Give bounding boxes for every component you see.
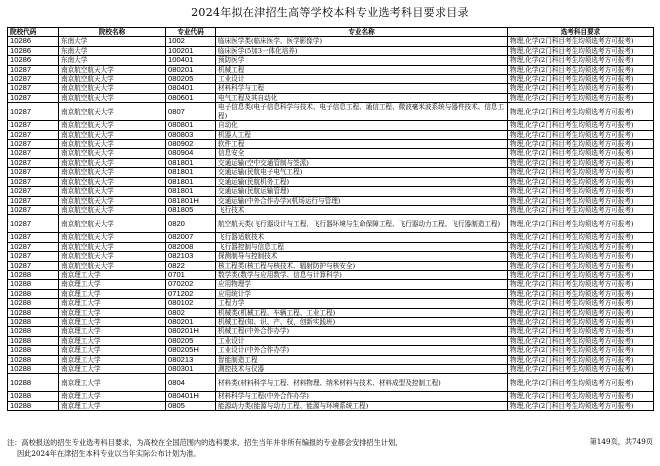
table-row (8, 65, 654, 74)
school-code-cell: 10287 (8, 252, 59, 261)
major-code-cell: 080201 (166, 65, 216, 74)
major-code-cell: 0802 (166, 308, 216, 317)
table-row (8, 374, 654, 392)
major-name-cell: 机械工程(知、识、产、权，创新实践班) (216, 317, 508, 326)
school-code-cell: 10287 (8, 205, 59, 214)
footnote-line-2: 因此2024年在津招生本科专业以当年实际公布计划为准。 (17, 449, 201, 458)
school-code-cell: 10288 (8, 374, 59, 392)
school-name-cell: 南京航空航天大学 (59, 75, 166, 84)
major-code-cell: 082008 (166, 242, 216, 251)
major-code-cell: 082007 (166, 233, 216, 242)
school-name-cell: 南京理工大学 (59, 392, 166, 401)
requirement-cell: 物理,化学(2门科目考生均须选考方可报考) (508, 336, 654, 345)
school-name-cell: 南京理工大学 (59, 308, 166, 317)
table-row (8, 205, 654, 214)
school-code-cell: 10287 (8, 65, 59, 74)
school-code-cell: 10287 (8, 168, 59, 177)
school-name-cell: 南京航空航天大学 (59, 252, 166, 261)
school-code-cell: 10287 (8, 75, 59, 84)
requirement-cell: 物理,化学(2门科目考生均须选考方可报考) (508, 365, 654, 374)
requirement-cell: 物理,化学(2门科目考生均须选考方可报考) (508, 75, 654, 84)
requirement-cell: 物理,化学(2门科目考生均须选考方可报考) (508, 56, 654, 65)
school-name-cell: 南京航空航天大学 (59, 65, 166, 74)
school-code-cell: 10287 (8, 84, 59, 93)
school-code-cell: 10288 (8, 355, 59, 364)
requirement-cell: 物理,化学(2门科目考生均须选考方可报考) (508, 289, 654, 298)
school-code-cell: 10286 (8, 56, 59, 65)
table-row (8, 187, 654, 196)
requirement-cell: 物理,化学(2门科目考生均须选考方可报考) (508, 392, 654, 401)
major-name-cell: 交通运输(民航机务工程) (216, 177, 508, 186)
table-row (8, 215, 654, 233)
school-name-cell: 南京航空航天大学 (59, 177, 166, 186)
table-row (8, 196, 654, 205)
requirement-cell: 物理,化学(2门科目考生均须选考方可报考) (508, 177, 654, 186)
school-name-cell: 南京航空航天大学 (59, 103, 166, 121)
school-code-cell: 10287 (8, 177, 59, 186)
header-major-code: 专业代码 (166, 28, 216, 37)
school-code-cell: 10287 (8, 140, 59, 149)
school-code-cell: 10287 (8, 149, 59, 158)
requirement-cell: 物理,化学(2门科目考生均须选考方可报考) (508, 346, 654, 355)
table-row (8, 56, 654, 65)
major-name-cell: 工业设计 (216, 75, 508, 84)
requirement-cell: 物理,化学(2门科目考生均须选考方可报考) (508, 374, 654, 392)
major-code-cell: 0820 (166, 215, 216, 233)
header-school-code: 院校代码 (8, 28, 59, 37)
major-code-cell: 070202 (166, 280, 216, 289)
major-code-cell: 081801 (166, 187, 216, 196)
major-code-cell: 080102 (166, 299, 216, 308)
requirement-cell: 物理,化学(2门科目考生均须选考方可报考) (508, 355, 654, 364)
table-header-row (8, 28, 654, 37)
major-code-cell: 081801 (166, 158, 216, 167)
requirement-cell: 物理,化学(2门科目考生均须选考方可报考) (508, 215, 654, 233)
major-code-cell: 080201 (166, 317, 216, 326)
school-name-cell: 南京理工大学 (59, 365, 166, 374)
requirement-cell: 物理,化学(2门科目考生均须选考方可报考) (508, 252, 654, 261)
footnote-line-1: 注：高校报送的招生专业选考科目要求，为高校在全国范围内的选科要求，招生当年并非所有编报的专业都会安排招生计划， (7, 438, 403, 447)
school-code-cell: 10288 (8, 280, 59, 289)
table-row (8, 336, 654, 345)
requirement-cell: 物理,化学(2门科目考生均须选考方可报考) (508, 327, 654, 336)
table-row (8, 93, 654, 102)
table-row (8, 168, 654, 177)
table-row (8, 177, 654, 186)
school-code-cell: 10288 (8, 346, 59, 355)
requirement-cell: 物理,化学(2门科目考生均须选考方可报考) (508, 168, 654, 177)
school-name-cell: 南京航空航天大学 (59, 93, 166, 102)
major-code-cell: 081801 (166, 177, 216, 186)
school-code-cell: 10287 (8, 261, 59, 270)
major-name-cell: 材料类(材料科学与工程、材料物理、纳米材料与技术、材料成型及控制工程) (216, 374, 508, 392)
table-row (8, 84, 654, 93)
requirement-cell: 物理,化学(2门科目考生均须选考方可报考) (508, 46, 654, 55)
major-name-cell: 测控技术与仪器 (216, 365, 508, 374)
table-row (8, 103, 654, 121)
school-name-cell: 东南大学 (59, 46, 166, 55)
school-name-cell: 南京理工大学 (59, 355, 166, 364)
table-row (8, 401, 654, 410)
major-code-cell: 080301 (166, 365, 216, 374)
requirement-cell: 物理,化学(2门科目考生均须选考方可报考) (508, 299, 654, 308)
major-name-cell: 能源动力类(能源与动力工程、能源与环境系统工程) (216, 401, 508, 410)
school-name-cell: 南京航空航天大学 (59, 261, 166, 270)
major-name-cell: 飞行技术 (216, 205, 508, 214)
requirement-cell: 物理,化学(2门科目考生均须选考方可报考) (508, 130, 654, 139)
header-requirement: 选考科目要求 (508, 28, 654, 37)
school-code-cell: 10288 (8, 289, 59, 298)
school-code-cell: 10287 (8, 130, 59, 139)
major-code-cell: 0805 (166, 401, 216, 410)
major-code-cell: 071202 (166, 289, 216, 298)
school-name-cell: 南京理工大学 (59, 289, 166, 298)
major-name-cell: 交通运输(中外合作办学)(机场运行与管理) (216, 196, 508, 205)
school-code-cell: 10286 (8, 37, 59, 46)
major-code-cell: 080902 (166, 140, 216, 149)
major-name-cell: 机械工程 (216, 65, 508, 74)
school-name-cell: 南京航空航天大学 (59, 130, 166, 139)
school-code-cell: 10287 (8, 93, 59, 102)
major-name-cell: 工业设计(中外合作办学) (216, 346, 508, 355)
school-name-cell: 南京航空航天大学 (59, 140, 166, 149)
table-row (8, 130, 654, 139)
school-code-cell: 10288 (8, 336, 59, 345)
requirement-cell: 物理,化学(2门科目考生均须选考方可报考) (508, 140, 654, 149)
requirement-cell: 物理,化学(2门科目考生均须选考方可报考) (508, 187, 654, 196)
table-row (8, 346, 654, 355)
major-name-cell: 机器人工程 (216, 130, 508, 139)
major-code-cell: 080401H (166, 392, 216, 401)
table-row (8, 158, 654, 167)
requirement-cell: 物理,化学(2门科目考生均须选考方可报考) (508, 158, 654, 167)
major-name-cell: 交通运输(民航电子电气工程) (216, 168, 508, 177)
school-code-cell: 10288 (8, 308, 59, 317)
major-name-cell: 数学类(数学与应用数学、信息与计算科学) (216, 270, 508, 279)
major-code-cell: 080205H (166, 346, 216, 355)
major-name-cell: 核工程类(核工程与核技术、辐射防护与核安全) (216, 261, 508, 270)
major-code-cell: 080205 (166, 336, 216, 345)
major-name-cell: 应用物理学 (216, 280, 508, 289)
major-name-cell: 应用统计学 (216, 289, 508, 298)
school-code-cell: 10287 (8, 242, 59, 251)
major-name-cell: 材料科学与工程 (216, 84, 508, 93)
requirement-cell: 物理,化学(2门科目考生均须选考方可报考) (508, 103, 654, 121)
major-name-cell: 电子信息类(电子信息科学与技术、电子信息工程、通信工程、微波毫米波系统与器件技术、信息工程) (216, 103, 508, 121)
footnote (7, 437, 402, 459)
school-code-cell: 10287 (8, 233, 59, 242)
requirement-cell: 物理,化学(2门科目考生均须选考方可报考) (508, 308, 654, 317)
school-name-cell: 南京理工大学 (59, 401, 166, 410)
table-row (8, 75, 654, 84)
major-name-cell: 交通运输(民航运输管理) (216, 187, 508, 196)
major-code-cell: 0804 (166, 374, 216, 392)
major-name-cell: 机械类(机械工程、车辆工程、工业工程) (216, 308, 508, 317)
school-name-cell: 南京理工大学 (59, 299, 166, 308)
school-code-cell: 10287 (8, 158, 59, 167)
school-name-cell: 南京理工大学 (59, 336, 166, 345)
major-code-cell: 080904 (166, 149, 216, 158)
table-row (8, 392, 654, 401)
table-row (8, 252, 654, 261)
major-name-cell: 飞行器控制与信息工程 (216, 242, 508, 251)
requirement-cell: 物理,化学(2门科目考生均须选考方可报考) (508, 401, 654, 410)
requirement-cell: 物理,化学(2门科目考生均须选考方可报考) (508, 205, 654, 214)
table-row (8, 261, 654, 270)
table-row (8, 308, 654, 317)
major-code-cell: 080201H (166, 327, 216, 336)
major-code-cell: 080401 (166, 84, 216, 93)
table-row (8, 242, 654, 251)
school-name-cell: 南京理工大学 (59, 327, 166, 336)
page-number: 第149页，共749页 (589, 437, 653, 446)
major-name-cell: 智能制造工程 (216, 355, 508, 364)
major-name-cell: 电气工程及其自动化 (216, 93, 508, 102)
school-name-cell: 南京航空航天大学 (59, 196, 166, 205)
major-code-cell: 080213 (166, 355, 216, 364)
table-row (8, 280, 654, 289)
table-row (8, 121, 654, 130)
school-name-cell: 南京航空航天大学 (59, 84, 166, 93)
school-name-cell: 南京航空航天大学 (59, 215, 166, 233)
school-code-cell: 10287 (8, 103, 59, 121)
requirement-cell: 物理,化学(2门科目考生均须选考方可报考) (508, 196, 654, 205)
major-code-cell: 100401 (166, 56, 216, 65)
school-name-cell: 南京理工大学 (59, 374, 166, 392)
requirement-cell: 物理,化学(2门科目考生均须选考方可报考) (508, 270, 654, 279)
school-code-cell: 10286 (8, 46, 59, 55)
major-name-cell: 航空航天类(飞行器设计与工程、飞行器环境与生命保障工程、飞行器动力工程、飞行器制造工程) (216, 215, 508, 233)
requirement-cell: 物理,化学(2门科目考生均须选考方可报考) (508, 65, 654, 74)
school-name-cell: 南京理工大学 (59, 280, 166, 289)
school-name-cell: 南京航空航天大学 (59, 233, 166, 242)
table-row (8, 46, 654, 55)
school-code-cell: 10287 (8, 187, 59, 196)
table-body (8, 37, 654, 411)
major-code-cell: 080601 (166, 93, 216, 102)
requirement-cell: 物理,化学(2门科目考生均须选考方可报考) (508, 280, 654, 289)
requirement-cell: 物理,化学(2门科目考生均须选考方可报考) (508, 93, 654, 102)
requirement-cell: 物理,化学(2门科目考生均须选考方可报考) (508, 121, 654, 130)
table-row (8, 355, 654, 364)
table-row (8, 327, 654, 336)
requirement-cell: 物理,化学(2门科目考生均须选考方可报考) (508, 149, 654, 158)
major-code-cell: 0822 (166, 261, 216, 270)
school-name-cell: 南京理工大学 (59, 270, 166, 279)
school-name-cell: 东南大学 (59, 56, 166, 65)
requirement-cell: 物理,化学(2门科目考生均须选考方可报考) (508, 317, 654, 326)
school-name-cell: 南京理工大学 (59, 346, 166, 355)
table-row (8, 149, 654, 158)
major-name-cell: 交通运输(空中交通管制与签派) (216, 158, 508, 167)
school-name-cell: 南京航空航天大学 (59, 149, 166, 158)
school-code-cell: 10288 (8, 392, 59, 401)
major-name-cell: 软件工程 (216, 140, 508, 149)
school-code-cell: 10288 (8, 317, 59, 326)
table-row (8, 233, 654, 242)
school-code-cell: 10288 (8, 365, 59, 374)
requirements-table (7, 27, 654, 411)
major-name-cell: 工业设计 (216, 336, 508, 345)
requirement-cell: 物理,化学(2门科目考生均须选考方可报考) (508, 84, 654, 93)
table-row (8, 270, 654, 279)
major-code-cell: 080205 (166, 75, 216, 84)
requirement-cell: 物理,化学(2门科目考生均须选考方可报考) (508, 242, 654, 251)
school-code-cell: 10287 (8, 196, 59, 205)
school-code-cell: 10288 (8, 401, 59, 410)
major-name-cell: 临床医学(5加3一体化培养) (216, 46, 508, 55)
table-row (8, 317, 654, 326)
major-code-cell: 080801 (166, 121, 216, 130)
major-name-cell: 飞行器适航技术 (216, 233, 508, 242)
major-code-cell: 081801H (166, 196, 216, 205)
school-name-cell: 南京理工大学 (59, 317, 166, 326)
major-name-cell: 信息安全 (216, 149, 508, 158)
table-row (8, 140, 654, 149)
school-name-cell: 南京航空航天大学 (59, 158, 166, 167)
requirement-cell: 物理,化学(2门科目考生均须选考方可报考) (508, 37, 654, 46)
school-name-cell: 南京航空航天大学 (59, 121, 166, 130)
school-code-cell: 10288 (8, 270, 59, 279)
school-name-cell: 南京航空航天大学 (59, 242, 166, 251)
major-code-cell: 1002 (166, 37, 216, 46)
major-code-cell: 0807 (166, 103, 216, 121)
major-code-cell: 0701 (166, 270, 216, 279)
school-code-cell: 10288 (8, 299, 59, 308)
school-code-cell: 10287 (8, 121, 59, 130)
school-code-cell: 10287 (8, 215, 59, 233)
major-code-cell: 100201 (166, 46, 216, 55)
major-name-cell: 机械工程(中外合作办学) (216, 327, 508, 336)
requirement-cell: 物理,化学(2门科目考生均须选考方可报考) (508, 261, 654, 270)
major-name-cell: 自动化 (216, 121, 508, 130)
table-row (8, 365, 654, 374)
school-name-cell: 南京航空航天大学 (59, 205, 166, 214)
major-name-cell: 工程力学 (216, 299, 508, 308)
major-code-cell: 081801 (166, 168, 216, 177)
school-name-cell: 南京航空航天大学 (59, 187, 166, 196)
page-title: 2024年拟在津招生高等学校本科专业选考科目要求目录 (191, 6, 469, 19)
table-row (8, 37, 654, 46)
major-code-cell: 080803 (166, 130, 216, 139)
major-code-cell: 081805 (166, 205, 216, 214)
table-row (8, 289, 654, 298)
header-school-name: 院校名称 (59, 28, 166, 37)
major-name-cell: 材料科学与工程(中外合作办学) (216, 392, 508, 401)
school-name-cell: 东南大学 (59, 37, 166, 46)
school-code-cell: 10288 (8, 327, 59, 336)
header-major-name: 专业名称 (216, 28, 508, 37)
major-name-cell: 临床医学类(临床医学、医学影像学) (216, 37, 508, 46)
major-name-cell: 预防医学 (216, 56, 508, 65)
major-name-cell: 探测制导与控制技术 (216, 252, 508, 261)
table-row (8, 299, 654, 308)
requirement-cell: 物理,化学(2门科目考生均须选考方可报考) (508, 233, 654, 242)
school-name-cell: 南京航空航天大学 (59, 168, 166, 177)
major-code-cell: 082103 (166, 252, 216, 261)
